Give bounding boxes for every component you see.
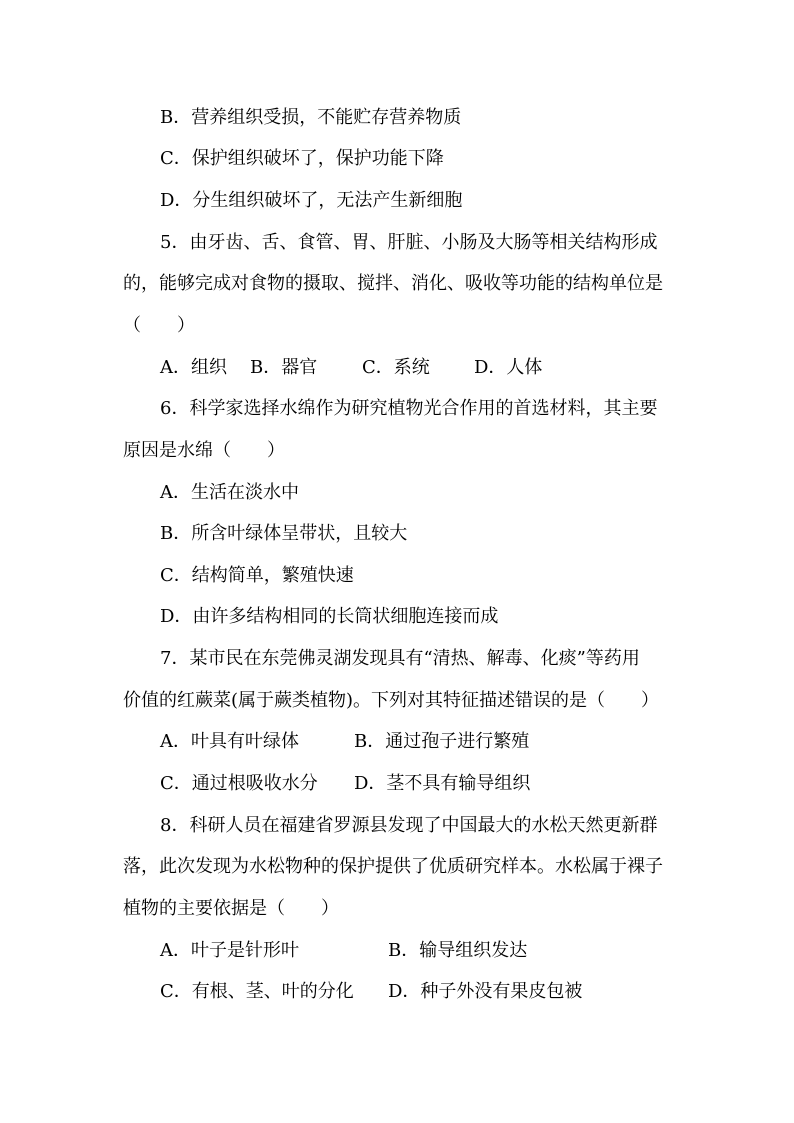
q8-stem-line3: 植物的主要依据是（ ） (123, 898, 339, 919)
q7-stem-line2: 价值的红蕨菜(属于蕨类植物)。下列对其特征描述错误的是（ ） (123, 690, 660, 711)
q5-option-b: B．器官 (250, 357, 318, 378)
q8-option-a: A．叶子是针形叶 (160, 940, 299, 961)
q8-stem-line1: 8．科研人员在福建省罗源县发现了中国最大的水松天然更新群 (160, 815, 658, 836)
q7-options-row1 (160, 729, 720, 755)
q4-option-c: C．保护组织破坏了，保护功能下降 (160, 148, 444, 169)
q8-options-row2 (160, 979, 720, 1005)
q7-stem-line1: 7．某市民在东莞佛灵湖发现具有“清热、解毒、化痰”等药用 (160, 648, 640, 669)
q8-stem-line2: 落，此次发现为水松物种的保护提供了优质研究样本。水松属于裸子 (123, 856, 663, 877)
q6-option-b: B．所含叶绿体呈带状，且较大 (160, 523, 408, 544)
q8-options-row1 (160, 938, 720, 964)
q4-option-b: B．营养组织受损，不能贮存营养物质 (160, 107, 462, 128)
q8-option-d: D．种子外没有果皮包被 (388, 981, 583, 1002)
q7-option-c: C．通过根吸收水分 (160, 773, 318, 794)
q5-option-c: C．系统 (362, 357, 430, 378)
q5-stem-line1: 5．由牙齿、舌、食管、胃、肝脏、小肠及大肠等相关结构形成 (160, 232, 658, 253)
q7-option-b: B．通过孢子进行繁殖 (354, 731, 530, 752)
q7-option-d: D．茎不具有输导组织 (354, 773, 531, 794)
q6-option-c: C．结构简单，繁殖快速 (160, 565, 354, 586)
q6-option-d: D．由许多结构相同的长筒状细胞连接而成 (160, 606, 499, 627)
q7-option-a: A．叶具有叶绿体 (160, 731, 299, 752)
q7-options-row2 (160, 771, 720, 797)
q5-option-d: D．人体 (474, 357, 543, 378)
q8-option-b: B．输导组织发达 (388, 940, 528, 961)
q5-stem-line2: 的，能够完成对食物的摄取、搅拌、消化、吸收等功能的结构单位是 (123, 273, 663, 294)
q6-stem-line2: 原因是水绵（ ） (123, 440, 285, 461)
q6-stem-line1: 6．科学家选择水绵作为研究植物光合作用的首选材料，其主要 (160, 398, 658, 419)
q5-stem-line3: （ ） (123, 315, 195, 336)
q5-option-a: A．组织 (160, 357, 227, 378)
q4-option-d: D．分生组织破坏了，无法产生新细胞 (160, 190, 463, 211)
q5-options (160, 355, 720, 381)
q6-option-a: A．生活在淡水中 (160, 482, 299, 503)
q8-option-c: C．有根、茎、叶的分化 (160, 981, 354, 1002)
